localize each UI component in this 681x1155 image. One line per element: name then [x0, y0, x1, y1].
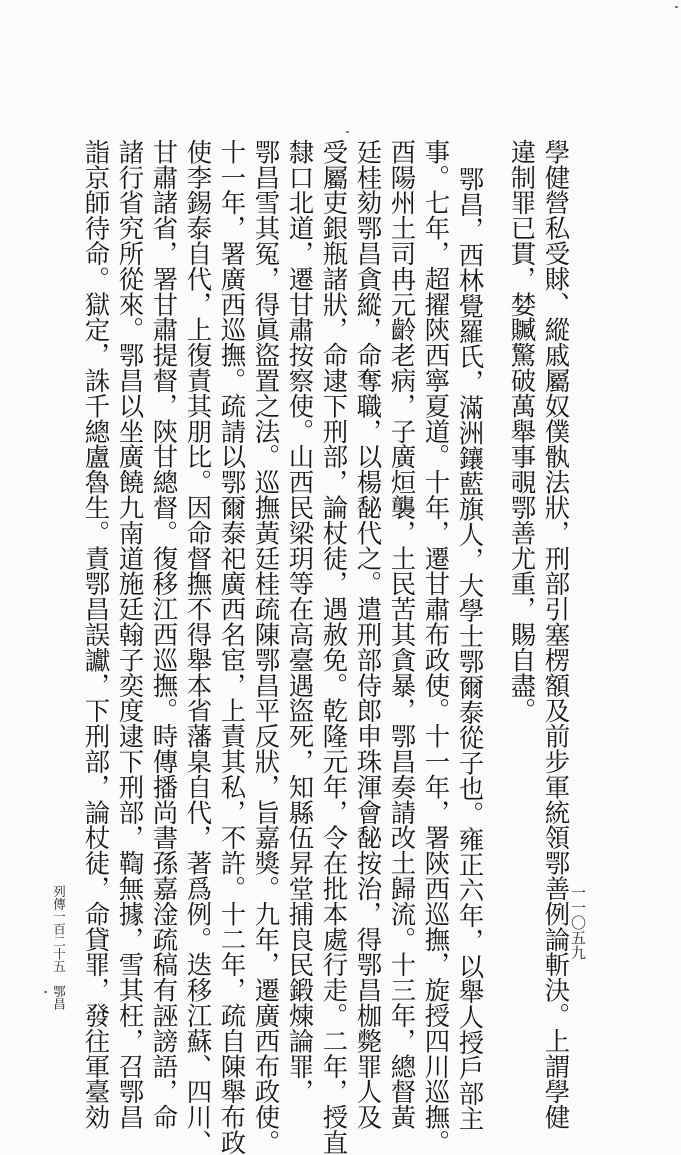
text-column-7: 受屬吏銀瓶諸狀，命逮下刑部，論杖徒，遇赦免。乾隆元年，令在批本處行走。二年，授直 — [319, 139, 350, 1155]
text-column-6: 廷桂劾鄂昌貪縱，命奪職，以楊馝代之。遣刑部侍郎申珠渾會馝按治，得鄂昌枷斃罪人及 — [353, 139, 384, 1130]
text-column-2: 違制罪已貫，婪贓驚破萬舉事覗鄂善尤重，賜自盡。 — [507, 139, 538, 724]
margin-title: 列傳一百二十五 鄂昌 — [51, 885, 67, 1010]
text-column-4: 事。七年，超擢陝西寧夏道。十年，遷甘肅布政使。十一年，署陝西巡撫，旋授四川巡撫。 — [421, 139, 452, 1155]
text-column-9: 鄂昌雪其冤，得眞盜置之法。巡撫黃廷桂疏陳鄂昌平反狀，旨嘉獎。九年，遷廣西布政使。 — [251, 139, 282, 1155]
text-column-1: 學健營私受賕、縱戚屬奴僕骫法狀，刑部引塞楞額及前步軍統領鄂善例論斬決。上謂學健 — [541, 139, 572, 1130]
text-column-10: 十一年，署廣西巡撫。疏請以鄂爾泰祀廣西名宦，上責其私，不許。十二年，疏自陳舉布政 — [217, 139, 248, 1155]
scan-speck — [346, 131, 349, 133]
text-column-12: 甘肅諸省，署甘肅提督，陝甘總督。復移江西巡撫。時傳播尚書孫嘉淦疏稿有誣謗語，命 — [149, 139, 180, 1130]
text-column-3: 鄂昌，西林覺羅氏，滿洲鑲藍旗人，大學士鄂爾泰從子也。雍正六年，以舉人授戶部主 — [455, 166, 486, 1132]
scan-speck — [675, 6, 678, 8]
text-column-13: 諸行省究所從來。鄂昌以坐廣饒九南道施廷翰子奕度逮下刑部，鞫無據，雪其枉，召鄂昌 — [115, 139, 146, 1130]
scan-speck — [44, 991, 47, 993]
text-column-11: 使李錫泰自代，上復責其朋比。因命督撫不得舉本省藩臬自代，著爲例。迭移江蘇、四川、 — [183, 139, 214, 1155]
text-column-5: 酉陽州土司冉元齡老病，子廣烜襲，土民苦其貪暴，鄂昌奏請改土歸流。十三年，總督黃 — [387, 139, 418, 1130]
page-number: 一一〇五九 — [569, 885, 587, 960]
text-column-14: 詣京師待命。獄定，誅千總盧魯生。責鄂昌誤讞，下刑部，論杖徒，命貸罪，發往軍臺効 — [81, 139, 112, 1130]
text-column-8: 隸口北道，遷甘肅按察使。山西民梁玥等在高臺遇盜死，知縣伍昇堂捕良民鍛煉論罪， — [285, 139, 316, 1105]
